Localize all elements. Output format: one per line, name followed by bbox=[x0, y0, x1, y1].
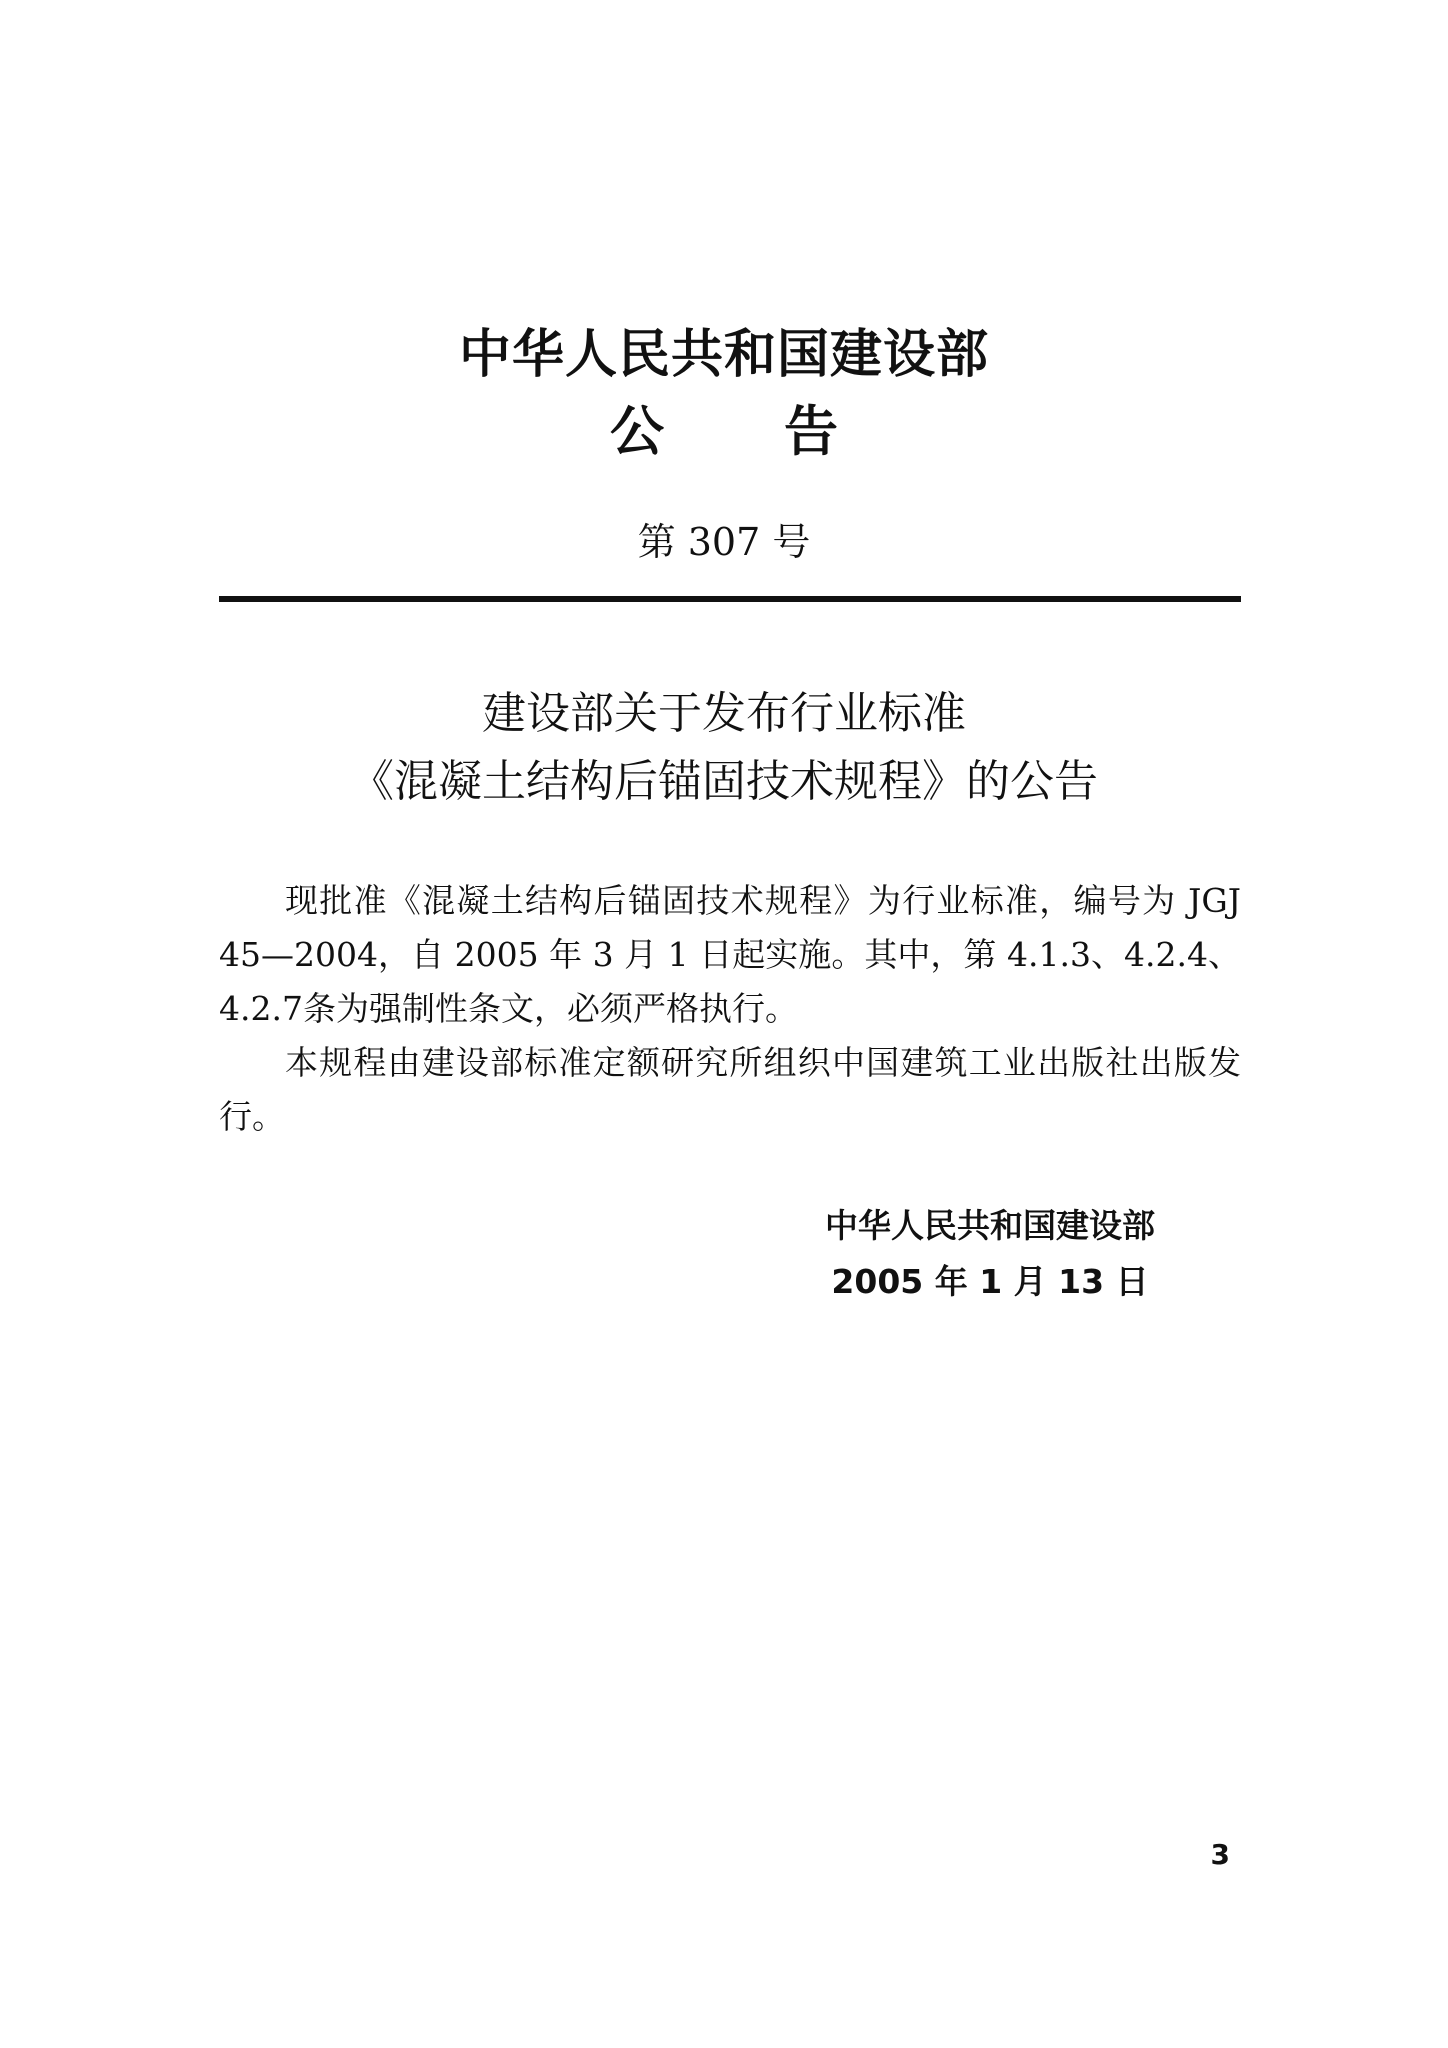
page-number: 3 bbox=[1210, 1838, 1230, 1871]
announcement-number: 第 307 号 bbox=[637, 520, 811, 564]
issuer-name: 中华人民共和国建设部 bbox=[825, 1206, 1155, 1245]
issue-date: 2005 年 1 月 13 日 bbox=[831, 1262, 1149, 1301]
notice-title-line2: 《混凝土结构后锚固技术规程》的公告 bbox=[350, 756, 1098, 807]
body-paragraph-1: 现批准《混凝土结构后锚固技术规程》为行业标准，编号为 JGJ 45—2004，自 2005 年 3 月 1 日起实施。其中，第 4.1.3、4.2.4、4.2.7条为强制性条文，必须严格执行。 bbox=[219, 881, 1241, 1028]
header-divider bbox=[219, 596, 1241, 602]
signature-block bbox=[780, 1198, 1200, 1310]
notice-body bbox=[219, 874, 1241, 1144]
announcement-heading: 公告 bbox=[610, 400, 958, 463]
notice-title-line1: 建设部关于发布行业标准 bbox=[482, 688, 966, 739]
ministry-heading: 中华人民共和国建设部 bbox=[458, 325, 989, 385]
body-paragraph-2: 本规程由建设部标准定额研究所组织中国建筑工业出版社出版发行。 bbox=[219, 1043, 1241, 1136]
